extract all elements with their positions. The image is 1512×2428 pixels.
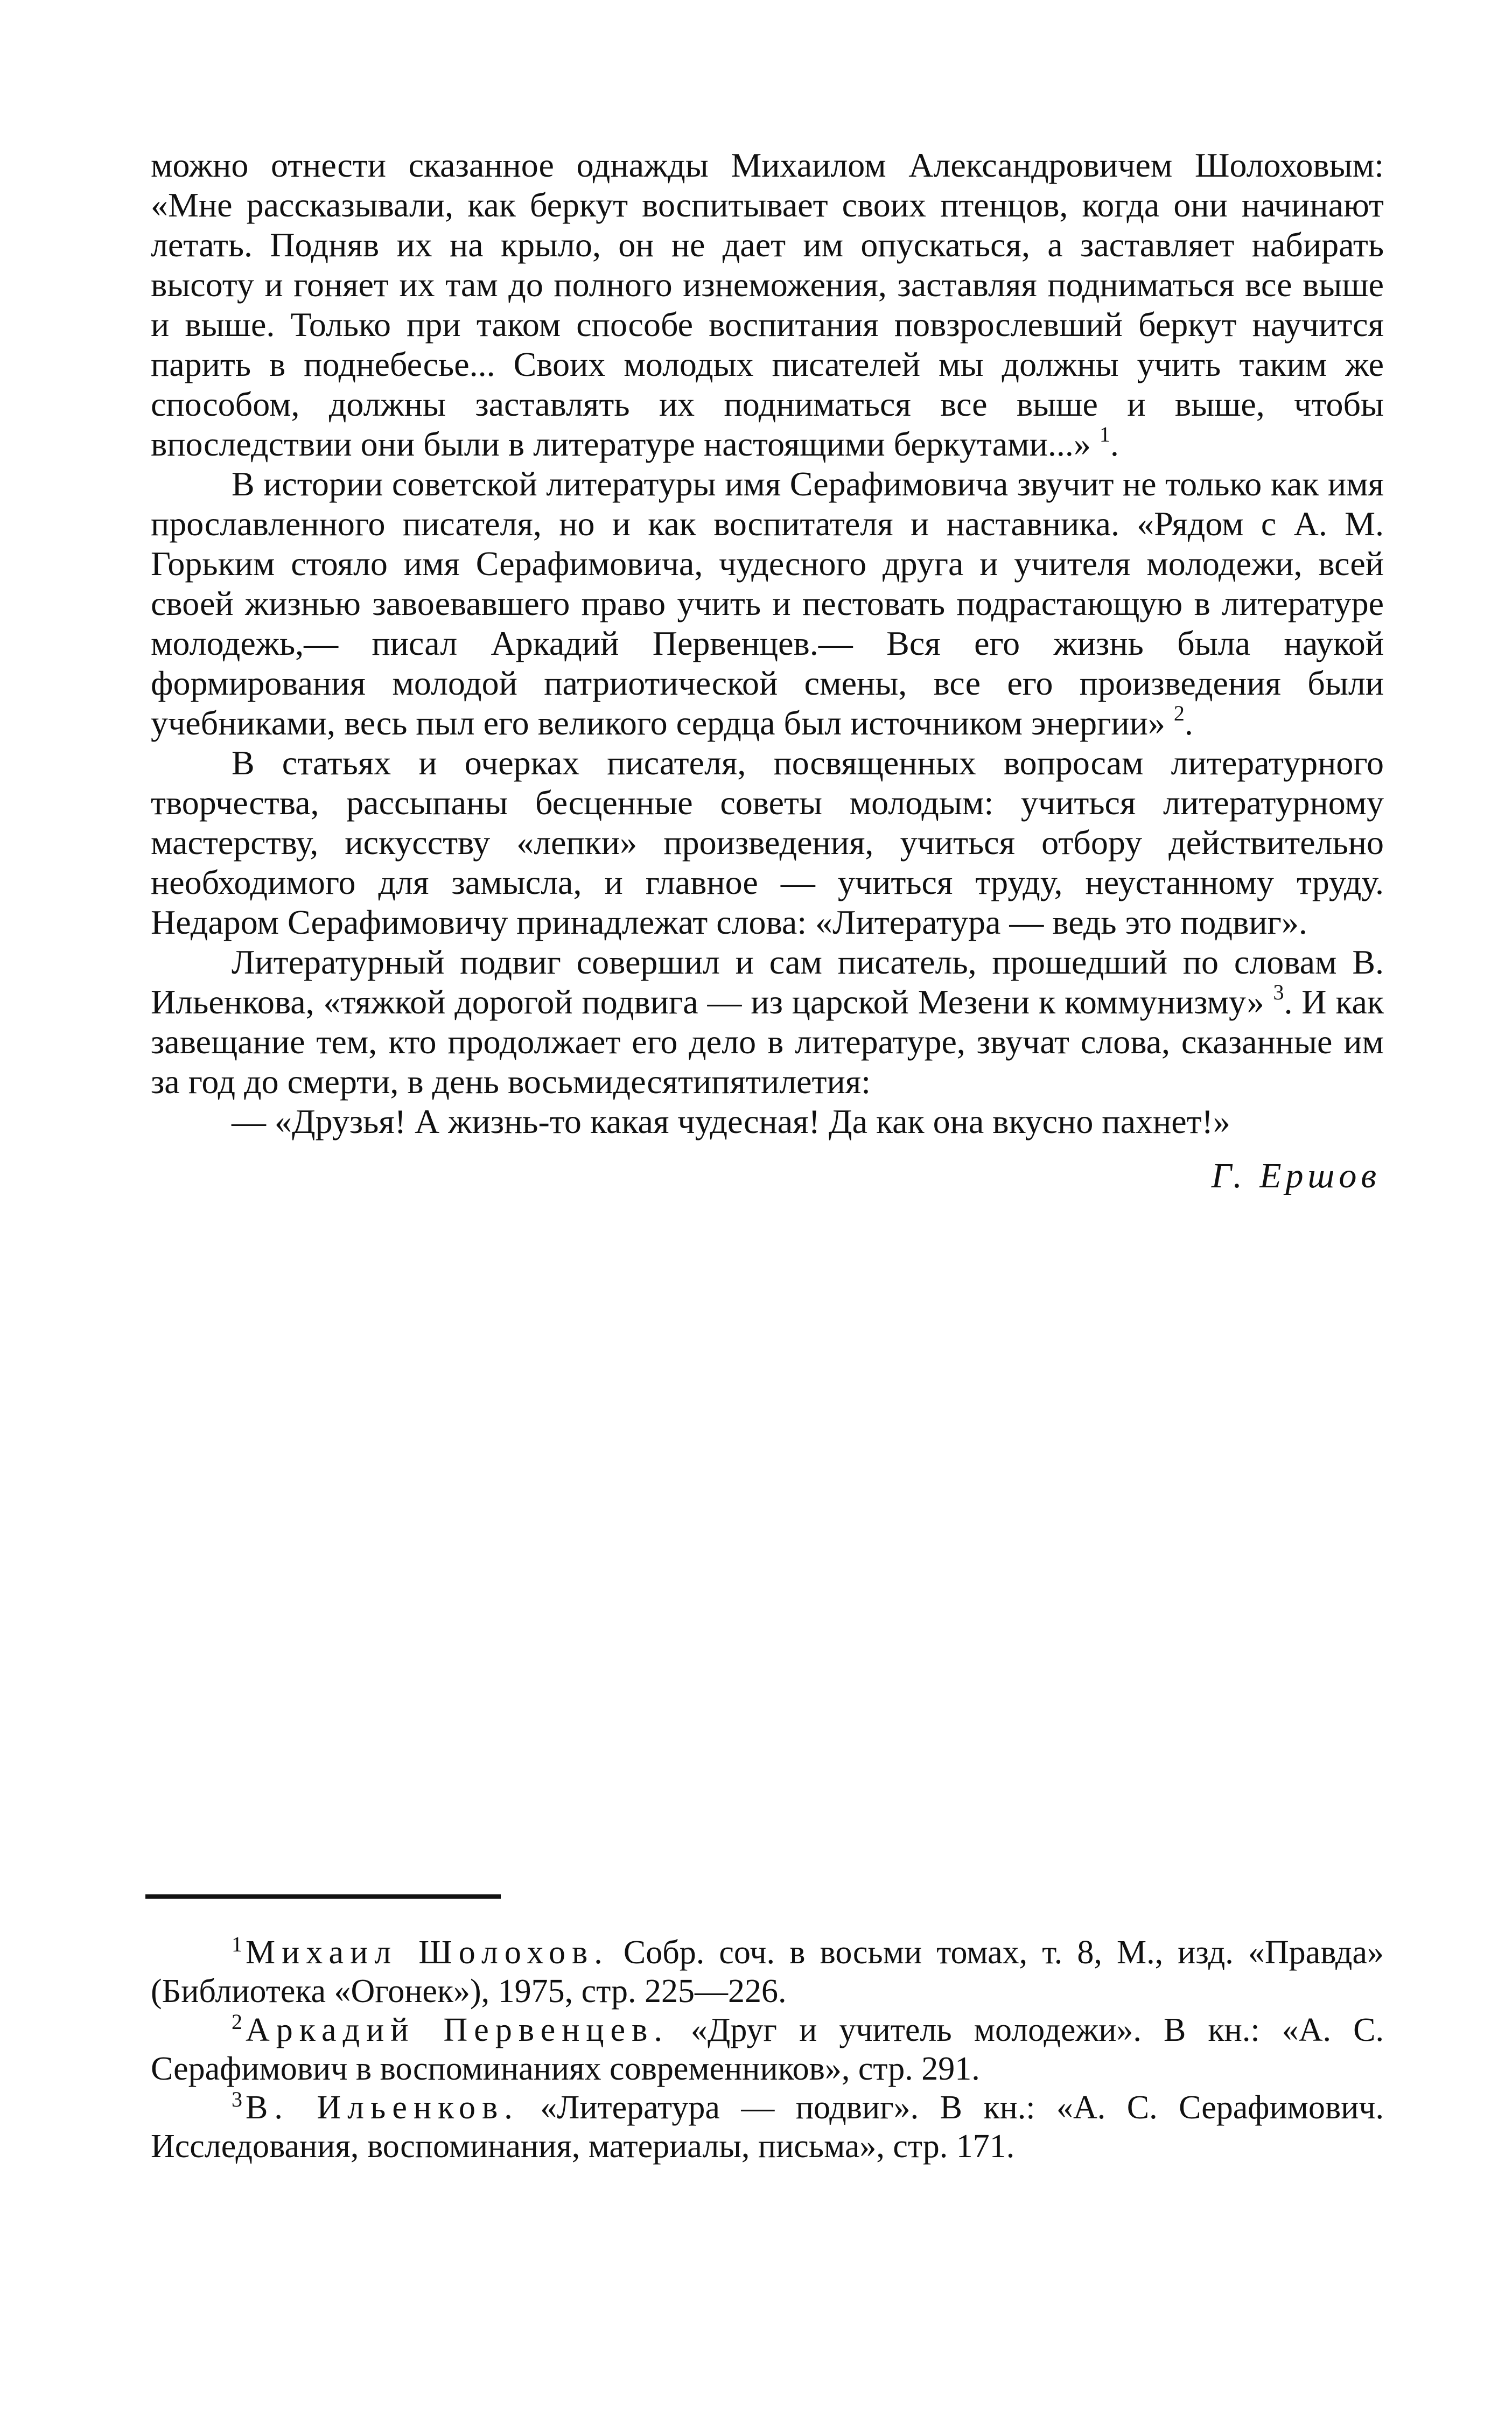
paragraph-2 [151, 464, 1384, 743]
paragraph-4-end: . И как завещание тем, кто продолжает его дело в литературе, звучат слова, сказанные им за год до смерти, в день восьмидесятипятилетия: [151, 983, 1384, 1101]
footnote-divider [145, 1894, 501, 1899]
footnote-3 [151, 2088, 1384, 2166]
footnote-2-author: Аркадий Первенцев. [246, 2012, 669, 2048]
paragraph-5-text: — «Друзья! А жизнь-то какая чудесная! Да как она вкусно пахнет!» [232, 1102, 1230, 1140]
paragraph-2-text: В истории советской литературы имя Серафимовича звучит не только как имя прославленного писателя, но и как воспитателя и наставника. «Рядом с А. М. Горьким стояло имя Серафимовича, чудесного друга и учителя молодежи, всей своей жизнью завоевавшего право учить и пестовать подрастающую в литературе молодежь,— писал Аркадий Первенцев.— Вся его жизнь была наукой формирования молодой патриотической смены, все его произведения были учебниками, весь пыл его великого сердца был источником энергии» [151, 465, 1384, 742]
footnote-2-mark: 2 [232, 2010, 242, 2034]
author-signature: Г. Ершов [1211, 1156, 1381, 1195]
paragraph-3 [151, 743, 1384, 942]
footnote-3-author: В. Ильенков. [246, 2089, 519, 2126]
footnote-3-mark: 3 [232, 2087, 242, 2111]
footnote-3-text: «Литература — подвиг». В кн.: «А. С. Серафимович. Исследования, воспоминания, материалы, письма», стр. 171. [151, 2089, 1384, 2165]
paragraph-1 [151, 145, 1384, 464]
paragraph-4-text: Литературный подвиг совершил и сам писатель, прошедший по словам В. Ильенкова, «тяжкой дорогой подвига — из царской Мезени к коммунизму» [151, 943, 1384, 1021]
main-text [151, 145, 1384, 1198]
footnote-ref-1[interactable]: 1 [1099, 422, 1110, 446]
footnote-1-text: Собр. соч. в восьми томах, т. 8, М., изд. «Правда» (Библиотека «Огонек»), 1975, стр. 225—226. [151, 1934, 1384, 2010]
footnote-ref-3[interactable]: 3 [1273, 980, 1284, 1004]
paragraph-2-end: . [1184, 704, 1193, 742]
footnote-1-mark: 1 [232, 1932, 242, 1956]
footnotes [151, 1933, 1384, 2166]
paragraph-3-text: В статьях и очерках писателя, посвященных вопросам литературного творчества, рассыпаны бесценные советы молодым: учиться литературному мастерству, искусству «лепки» произведения, учиться отбору действительно необходимого для замысла, и главное — учиться труду, неустанному труду. Недаром Серафимовичу принадлежат слова: «Литература — ведь это подвиг». [151, 744, 1384, 941]
paragraph-5 [151, 1102, 1384, 1142]
footnote-1-author: Михаил Шолохов. [246, 1934, 609, 1971]
footnote-ref-2[interactable]: 2 [1173, 701, 1185, 725]
footnote-2-text: «Друг и учитель молодежи». В кн.: «А. С. Серафимович в воспоминаниях современников», стр. 291. [151, 2012, 1384, 2087]
paragraph-1-text: можно отнести сказанное однажды Михаилом Александровичем Шолоховым: «Мне рассказывали, как беркут воспитывает своих птенцов, когда они начинают летать. Подняв их на крыло, он не дает им опускаться, а заставляет набирать высоту и гоняет их там до полного изнеможения, заставляя подниматься все выше и выше. Только при таком способе воспитания повзрослевший беркут научится парить в поднебесье... Своих молодых писателей мы должны учить таким же способом, должны заставлять их подниматься все выше и выше, чтобы впоследствии они были в литературе настоящими беркутами...» [151, 146, 1384, 463]
paragraph-1-end: . [1110, 425, 1119, 463]
footnote-1 [151, 1933, 1384, 2011]
paragraph-4 [151, 942, 1384, 1102]
footnote-2 [151, 2011, 1384, 2088]
